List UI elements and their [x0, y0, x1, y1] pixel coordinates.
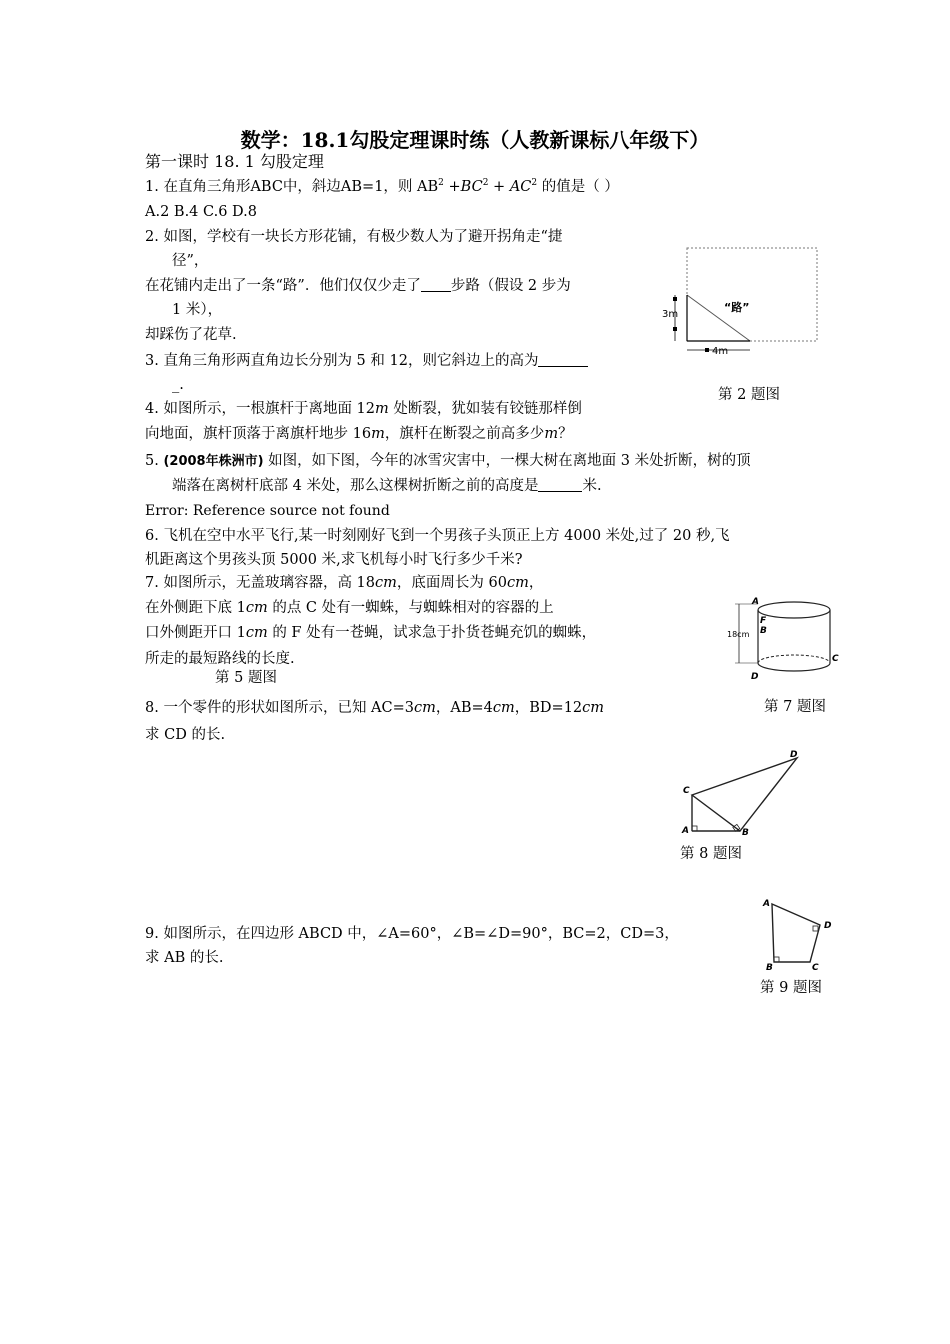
question-3-line-1: 3. 直角三角形两直角边长分别为 5 和 12，则它斜边上的高为	[145, 351, 588, 371]
question-9-line-2: 求 AB 的长.	[145, 950, 224, 966]
side-label-vertical: 3m	[662, 309, 679, 320]
question-2-line-1: 2. 如图，学校有一块长方形花铺，有极少数人为了避开拐角走“捷	[145, 229, 563, 245]
question-1: 1. 在直角三角形ABC中，斜边AB=1，则 $AB^2 +BC^2 + AC^2$ 的值是（ ）	[145, 178, 619, 195]
svg-text:D: D	[824, 921, 832, 931]
question-7-line-1: 7. 如图所示，无盖玻璃容器，高 18cm，底面周长为 60cm，	[145, 575, 544, 591]
svg-text:A: A	[752, 597, 759, 607]
figure-7-caption: 第 7 题图	[764, 699, 826, 715]
figure-2-caption: 第 2 题图	[718, 387, 780, 403]
question-9-line-1: 9. 如图所示，在四边形 ABCD 中，∠A=60°，∠B=∠D=90°，BC=2，CD=3，	[145, 926, 679, 942]
figure-5-caption: 第 5 题图	[215, 670, 277, 686]
question-7-line-4: 所走的最短路线的长度.	[145, 651, 295, 667]
svg-text:C: C	[832, 654, 839, 664]
figure-2-diagram	[660, 245, 825, 360]
height-label: 18cm	[727, 630, 750, 639]
svg-text:B: B	[760, 626, 767, 636]
svg-text:B: B	[742, 828, 749, 838]
svg-text:A: A	[682, 826, 689, 836]
question-4-line-2: 向地面，旗杆顶落于离旗杆地步 16m，旗杆在断裂之前高多少m？	[145, 426, 573, 442]
question-5-line-2: 端落在离树杆底部 4 米处，那么这棵树折断之前的高度是 米.	[172, 478, 602, 494]
question-5-line-1: 5. (2008年株洲市) 如图，如下图，今年的冰雪灾害中，一棵大树在离地面 3 米处折断，树的顶	[145, 453, 751, 469]
svg-text:F: F	[760, 616, 767, 626]
section-heading: 第一课时 18. 1 勾股定理	[145, 152, 324, 171]
garden-rectangle	[687, 248, 817, 341]
svg-text:C: C	[812, 963, 819, 972]
question-2-line-4: 1 米），	[172, 302, 223, 318]
svg-text:A: A	[763, 899, 770, 909]
answer-blank[interactable]	[538, 477, 582, 492]
cylinder-bottom-front	[758, 663, 830, 671]
side-label-horizontal: 4m	[712, 346, 729, 357]
figure-8-caption: 第 8 题图	[680, 846, 742, 862]
question-2-line-2: 径”，	[172, 253, 209, 269]
svg-text:D: D	[751, 672, 759, 682]
svg-text:C: C	[683, 786, 690, 796]
question-2-line-3: 在花铺内走出了一条“路”．他们仅仅少走了 步路（假设 2 步为	[145, 278, 571, 294]
svg-text:B: B	[766, 963, 773, 972]
error-message: Error: Reference source not found	[145, 503, 390, 519]
question-7-line-3: 口外侧距开口 1cm 的 F 处有一苍蝇，试求急于扑货苍蝇充饥的蜘蛛，	[145, 625, 597, 641]
question-8-line-2: 求 CD 的长.	[145, 727, 226, 743]
answer-blank[interactable]	[421, 277, 451, 292]
question-6-line-1: 6. 飞机在空中水平飞行,某一时刻刚好飞到一个男孩子头顶正上方 4000 米处,过了 20 秒,飞	[145, 528, 730, 544]
road-label: “路”	[724, 301, 750, 314]
figure-7-diagram	[725, 593, 840, 683]
figure-9-caption: 第 9 题图	[760, 980, 822, 996]
question-3-line-2: _.	[172, 377, 184, 393]
question-source: (2008年株洲市)	[163, 454, 264, 469]
question-2-line-5: 却踩伤了花草.	[145, 327, 237, 343]
question-4-line-1: 4. 如图所示，一根旗杆于离地面 12m 处断裂，犹如装有铰链那样倒	[145, 401, 582, 417]
question-8-line-1: 8. 一个零件的形状如图所示，已知 AC=3cm，AB=4cm，BD=12cm	[145, 700, 605, 716]
question-7-line-2: 在外侧距下底 1cm 的点 C 处有一蜘蛛，与蜘蛛相对的容器的上	[145, 600, 554, 616]
answer-blank[interactable]	[538, 352, 588, 367]
cylinder-bottom-back	[758, 655, 830, 663]
svg-text:D: D	[790, 750, 798, 760]
question-1-options: A.2 B.4 C.6 D.8	[145, 204, 257, 220]
question-6-line-2: 机距离这个男孩头顶 5000 米,求飞机每小时飞行多少千米?	[145, 552, 523, 568]
page-title: 数学：18.1勾股定理课时练（人教新课标八年级下）	[240, 128, 710, 152]
cylinder-top	[758, 602, 830, 618]
figure-8-diagram	[665, 745, 805, 840]
figure-9-diagram	[760, 897, 840, 972]
